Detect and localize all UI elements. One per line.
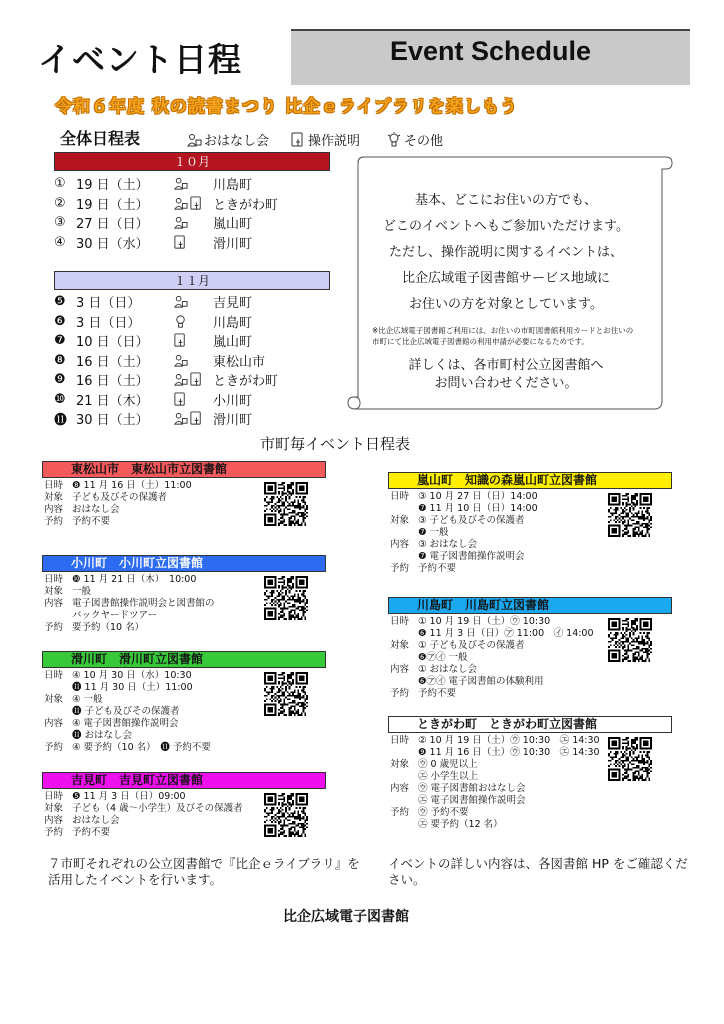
event-number: ❺	[54, 294, 66, 309]
event-date: 30 日（土）	[76, 413, 149, 428]
tablet-touch-icon	[173, 235, 188, 250]
event-town: 吉見町	[213, 296, 253, 311]
card-row	[390, 676, 544, 688]
legend-storytelling	[186, 130, 269, 149]
card-row	[390, 515, 525, 527]
card-row	[44, 742, 211, 754]
card-row	[390, 527, 449, 539]
event-number: ❿	[54, 391, 66, 407]
card-row-key: 日時	[44, 791, 64, 802]
event-town: 川島町	[213, 178, 253, 193]
card-row-key: 日時	[44, 670, 64, 681]
card-row-value: ❼ 電子図書館操作説明会	[418, 551, 525, 562]
tablet-touch-icon	[173, 392, 188, 407]
card-row	[390, 640, 525, 652]
card-row	[390, 616, 550, 628]
card-row-value: ④ 10 月 30 日（水）10:30	[72, 670, 192, 681]
event-town: 川島町	[213, 315, 253, 331]
card-row-key: 内容	[390, 664, 410, 675]
card-row-value: ❼ 一般	[418, 527, 449, 538]
notice-line: お住いの方を対象としています。	[409, 297, 603, 312]
card-row-value: バックヤードツアー	[72, 610, 158, 621]
schedule-row	[54, 390, 252, 409]
legend-other-label: その他	[404, 134, 444, 149]
event-icons	[173, 314, 213, 329]
notice-line: ただし、操作説明に関するイベントは、	[388, 245, 623, 260]
library-card-header: 小川町 小川町立図書館	[42, 555, 326, 572]
tablet-touch-icon	[189, 372, 204, 387]
qr-code-icon[interactable]	[606, 618, 654, 662]
card-row	[390, 807, 469, 819]
card-row-value: ④ 電子図書館操作説明会	[72, 718, 179, 729]
qr-code-icon[interactable]	[606, 737, 654, 781]
card-row	[44, 516, 110, 528]
card-row	[390, 539, 477, 551]
card-row-value: ❻㋐㋑ 一般	[418, 652, 468, 663]
card-row	[390, 819, 503, 831]
card-row-key	[44, 706, 72, 718]
card-row-value: ② 10 月 19 日（土）㋒ 10:30 ㋓ 14:30	[418, 735, 600, 746]
event-number: ④	[54, 234, 66, 250]
overall-schedule-title: 全体日程表	[60, 129, 141, 148]
library-card-header: ときがわ町 ときがわ町立図書館	[388, 716, 672, 733]
card-row-value: 電子図書館操作説明会と図書館の	[72, 598, 215, 609]
event-town: 東松山市	[213, 354, 266, 370]
card-row-key: 予約	[44, 516, 64, 527]
library-card-header: 東松山市 東松山市立図書館	[42, 461, 326, 478]
notice-line: どこのイベントへもご参加いただけます。	[383, 219, 629, 234]
legend-storytelling-label: おはなし会	[204, 134, 270, 149]
card-row-key: 内容	[390, 539, 410, 550]
event-icons	[173, 294, 213, 309]
event-icons	[173, 333, 213, 348]
library-card-header: 嵐山町 知識の森嵐山町立図書館	[388, 472, 672, 489]
schedule-row	[54, 233, 252, 252]
lightbulb-icon	[386, 132, 402, 148]
card-row-key: 対象	[44, 586, 64, 597]
card-row-key: 内容	[44, 815, 64, 826]
footer-note-left: ７市町それぞれの公立図書館で『比企ｅライブラリ』を活用したイベントを行います。	[48, 856, 360, 887]
card-row-value: 一般	[72, 586, 92, 597]
card-row-value: ③ 10 月 27 日（日）14:00	[418, 491, 538, 502]
card-row	[44, 815, 120, 827]
notice-footnote: ※比企広域電子図書館ご利用には、お住いの市町図書館利用カードとお住いの市町にて比企広域電子図書館の利用申請が必要になるためです。	[372, 326, 634, 346]
card-row-key: 対象	[44, 803, 64, 814]
card-row-key: 対象	[390, 515, 410, 526]
notice-text	[372, 188, 640, 318]
storytelling-icon	[173, 411, 188, 426]
card-row-key: 対象	[390, 640, 410, 651]
card-row-value: ❻㋐㋑ 電子図書館の体験利用	[418, 676, 544, 687]
event-icons	[173, 411, 213, 426]
card-row-key: 予約	[44, 827, 64, 838]
card-row	[44, 598, 215, 610]
card-row-key	[44, 682, 72, 694]
notice-line: 比企広域電子図書館サービス地域に	[401, 271, 610, 286]
card-row-key	[390, 527, 418, 539]
card-row	[390, 783, 526, 795]
card-row-key: 予約	[390, 807, 410, 818]
card-row-key: 日時	[44, 574, 64, 585]
notice-line: 基本、どこにお住いの方でも、	[414, 193, 597, 208]
qr-code[interactable]	[606, 618, 654, 666]
event-icons	[173, 215, 213, 230]
event-date: 30 日（水）	[76, 236, 149, 252]
card-row	[44, 803, 243, 815]
month-header-november: １１月	[54, 271, 330, 290]
event-town: 滑川町	[213, 413, 253, 428]
card-row	[44, 694, 103, 706]
card-row-key: 対象	[44, 694, 64, 705]
qr-code[interactable]	[606, 493, 654, 541]
event-icons	[173, 235, 213, 250]
qr-code[interactable]	[262, 576, 310, 624]
library-card-header: 川島町 川島町立図書館	[388, 597, 672, 614]
card-row-key: 予約	[44, 622, 64, 633]
card-row-key: 対象	[44, 492, 64, 503]
schedule-row	[54, 409, 252, 428]
card-row-value: ㋓ 小学生以上	[418, 771, 479, 782]
card-row-key: 予約	[390, 563, 410, 574]
tablet-touch-icon	[189, 196, 204, 211]
storytelling-icon	[173, 215, 188, 230]
qr-code[interactable]	[606, 737, 654, 785]
event-date: 27 日（日）	[76, 217, 149, 232]
event-date: 10 日（日）	[76, 335, 149, 350]
card-row-value: ㋓ 電子図書館操作説明会	[418, 795, 526, 806]
card-row	[390, 759, 478, 771]
card-row-value: ❿ 11 月 21 日（木） 10:00	[72, 574, 197, 585]
schedule-row	[54, 351, 265, 370]
card-row-value: ❻ 11 月 3 日（日）㋐ 11:00 ㋑ 14:00	[418, 628, 594, 639]
qr-code-icon[interactable]	[262, 482, 310, 526]
card-row-value: ⓫ おはなし会	[72, 730, 133, 741]
card-row	[44, 670, 192, 682]
card-row-key	[390, 819, 418, 831]
card-row	[44, 480, 192, 492]
card-row-key	[390, 771, 418, 783]
card-row-value: 予約不要	[418, 563, 457, 574]
card-row-value: 予約不要	[418, 688, 457, 699]
card-row-key: 内容	[44, 598, 64, 609]
notice-contact-line: お問い合わせください。	[434, 376, 578, 391]
qr-code-icon[interactable]	[262, 576, 310, 620]
card-row-value: 子ども及びその保護者	[72, 492, 168, 503]
event-number: ①	[54, 176, 66, 191]
card-row-value: ① おはなし会	[418, 664, 478, 675]
card-row-key: 予約	[44, 742, 64, 753]
card-row-value: ❾ 11 月 16 日（土）㋒ 10:30 ㋓ 14:30	[418, 747, 600, 758]
card-row-key	[44, 610, 72, 622]
card-row-value: ③ 子ども及びその保護者	[418, 515, 525, 526]
storytelling-icon	[173, 294, 188, 309]
card-row	[390, 491, 538, 503]
card-row	[390, 688, 456, 700]
qr-code-icon[interactable]	[262, 672, 310, 716]
storytelling-icon	[173, 372, 188, 387]
schedule-row	[54, 292, 252, 311]
card-row-value: ⓫ 子ども及びその保護者	[72, 706, 180, 717]
card-row-value: 要予約（10 名）	[72, 622, 145, 633]
event-date: 19 日（土）	[76, 178, 149, 193]
card-row	[390, 628, 594, 640]
card-row	[390, 795, 526, 807]
lightbulb-icon	[173, 314, 188, 329]
schedule-row	[54, 194, 278, 213]
card-row	[44, 586, 91, 598]
qr-code-icon[interactable]	[606, 493, 654, 537]
card-row	[390, 664, 477, 676]
card-row-key: 日時	[44, 480, 64, 491]
legend-operation-label: 操作説明	[308, 134, 361, 149]
card-row-value: おはなし会	[72, 815, 120, 826]
storytelling-icon	[186, 132, 202, 148]
schedule-row	[54, 370, 278, 389]
card-row	[390, 551, 525, 563]
card-row-value: 子ども（4 歳～小学生）及びその保護者	[72, 803, 243, 814]
tablet-touch-icon	[189, 411, 204, 426]
card-row-key	[390, 652, 418, 664]
card-row-key	[390, 676, 418, 688]
schedule-row	[54, 213, 252, 232]
card-row-value: ㋒ 電子図書館おはなし会	[418, 783, 526, 794]
card-row	[390, 735, 600, 747]
card-row	[44, 682, 193, 694]
card-row-value: ⓫ 11 月 30 日（土）11:00	[72, 682, 193, 693]
card-row-key: 日時	[390, 616, 410, 627]
tablet-touch-icon	[290, 132, 306, 148]
subtitle: 令和６年度 秋の読書まつり 比企ｅライブラリを楽しもう	[55, 97, 518, 117]
card-row-value: ❺ 11 月 3 日（日）09:00	[72, 791, 186, 802]
card-row-value: ① 子ども及びその保護者	[418, 640, 525, 651]
card-row	[44, 492, 167, 504]
event-date: 21 日（木）	[76, 393, 149, 409]
event-date: 16 日（土）	[76, 374, 149, 389]
event-number: ❽	[54, 352, 66, 368]
event-icons	[173, 372, 213, 387]
qr-code-icon[interactable]	[262, 793, 310, 837]
schedule-row	[54, 312, 252, 331]
event-town: ときがわ町	[213, 374, 279, 389]
library-card-header: 滑川町 滑川町立図書館	[42, 651, 326, 668]
storytelling-icon	[173, 196, 188, 211]
card-row-value: ㋓ 要予約（12 名）	[418, 819, 503, 830]
card-row-key: 日時	[390, 735, 410, 746]
month-header-october: １０月	[54, 152, 330, 171]
card-row-value: ④ 一般	[72, 694, 103, 705]
card-row	[44, 791, 186, 803]
card-row-key: 日時	[390, 491, 410, 502]
footer-note-right: イベントの詳しい内容は、各図書館 HP をご確認ください。	[388, 856, 688, 887]
card-row	[44, 504, 120, 516]
card-row-key: 対象	[390, 759, 410, 770]
organization-name: 比企広域電子図書館	[283, 909, 409, 925]
event-town: ときがわ町	[213, 197, 279, 213]
notice-contact-line: 詳しくは、各市町村公立図書館へ	[408, 358, 604, 373]
event-date: 16 日（土）	[76, 354, 149, 370]
card-row-value: ㋒ 0 歳児以上	[418, 759, 478, 770]
schedule-row	[54, 331, 252, 350]
event-icons	[173, 176, 213, 191]
qr-code[interactable]	[262, 482, 310, 530]
card-row	[390, 771, 478, 783]
notice-contact	[372, 357, 640, 393]
event-number: ②	[54, 195, 66, 211]
section-title: 市町毎イベント日程表	[260, 435, 411, 453]
event-date: 3 日（日）	[76, 315, 141, 331]
page-title-en: Event Schedule	[389, 36, 592, 66]
schedule-row	[54, 174, 252, 193]
event-number: ❻	[54, 313, 66, 329]
storytelling-icon	[173, 176, 188, 191]
event-town: 小川町	[213, 393, 253, 409]
event-town: 嵐山町	[213, 217, 253, 232]
card-row-key	[390, 747, 418, 759]
storytelling-icon	[173, 353, 188, 368]
card-row-key	[390, 628, 418, 640]
card-row-value: 予約不要	[72, 827, 111, 838]
card-row	[44, 706, 180, 718]
card-row-key: 内容	[44, 718, 64, 729]
card-row	[44, 827, 110, 839]
tablet-touch-icon	[173, 333, 188, 348]
card-row-key	[390, 795, 418, 807]
card-row-key: 内容	[390, 783, 410, 794]
event-number: ❾	[54, 372, 66, 387]
event-number: ⓫	[54, 413, 68, 428]
card-row	[44, 730, 132, 742]
card-row	[44, 610, 157, 622]
card-row-value: ❼ 11 月 10 日（日）14:00	[418, 503, 538, 514]
card-row-value: ④ 要予約（10 名） ⓫ 予約不要	[72, 742, 211, 753]
event-date: 19 日（土）	[76, 197, 149, 213]
card-row-key	[390, 503, 418, 515]
card-row-value: ㋒ 予約不要	[418, 807, 469, 818]
card-row-value: ③ おはなし会	[418, 539, 478, 550]
card-row-value: ❽ 11 月 16 日（土）11:00	[72, 480, 192, 491]
card-row	[390, 747, 600, 759]
event-town: 滑川町	[213, 236, 253, 252]
legend-operation	[290, 130, 360, 149]
card-row-value: おはなし会	[72, 504, 120, 515]
qr-code[interactable]	[262, 672, 310, 720]
event-icons	[173, 392, 213, 407]
card-row-key	[44, 730, 72, 742]
card-row-key	[390, 551, 418, 563]
card-row	[44, 622, 144, 634]
page-title-ja: イベント日程	[38, 40, 242, 79]
qr-code[interactable]	[262, 793, 310, 841]
card-row-key: 予約	[390, 688, 410, 699]
event-date: 3 日（日）	[76, 296, 141, 311]
event-number: ❼	[54, 333, 66, 348]
card-row-value: ① 10 月 19 日（土）㋒ 10:30	[418, 616, 551, 627]
legend-other	[386, 130, 443, 149]
card-row-value: 予約不要	[72, 516, 111, 527]
event-town: 嵐山町	[213, 335, 253, 350]
event-number: ③	[54, 215, 66, 230]
event-icons	[173, 196, 213, 211]
card-row-key: 内容	[44, 504, 64, 515]
card-row	[390, 503, 538, 515]
card-row	[44, 718, 179, 730]
card-row	[390, 563, 456, 575]
event-icons	[173, 353, 213, 368]
card-row	[44, 574, 196, 586]
library-card-header: 吉見町 吉見町立図書館	[42, 772, 326, 789]
card-row	[390, 652, 468, 664]
